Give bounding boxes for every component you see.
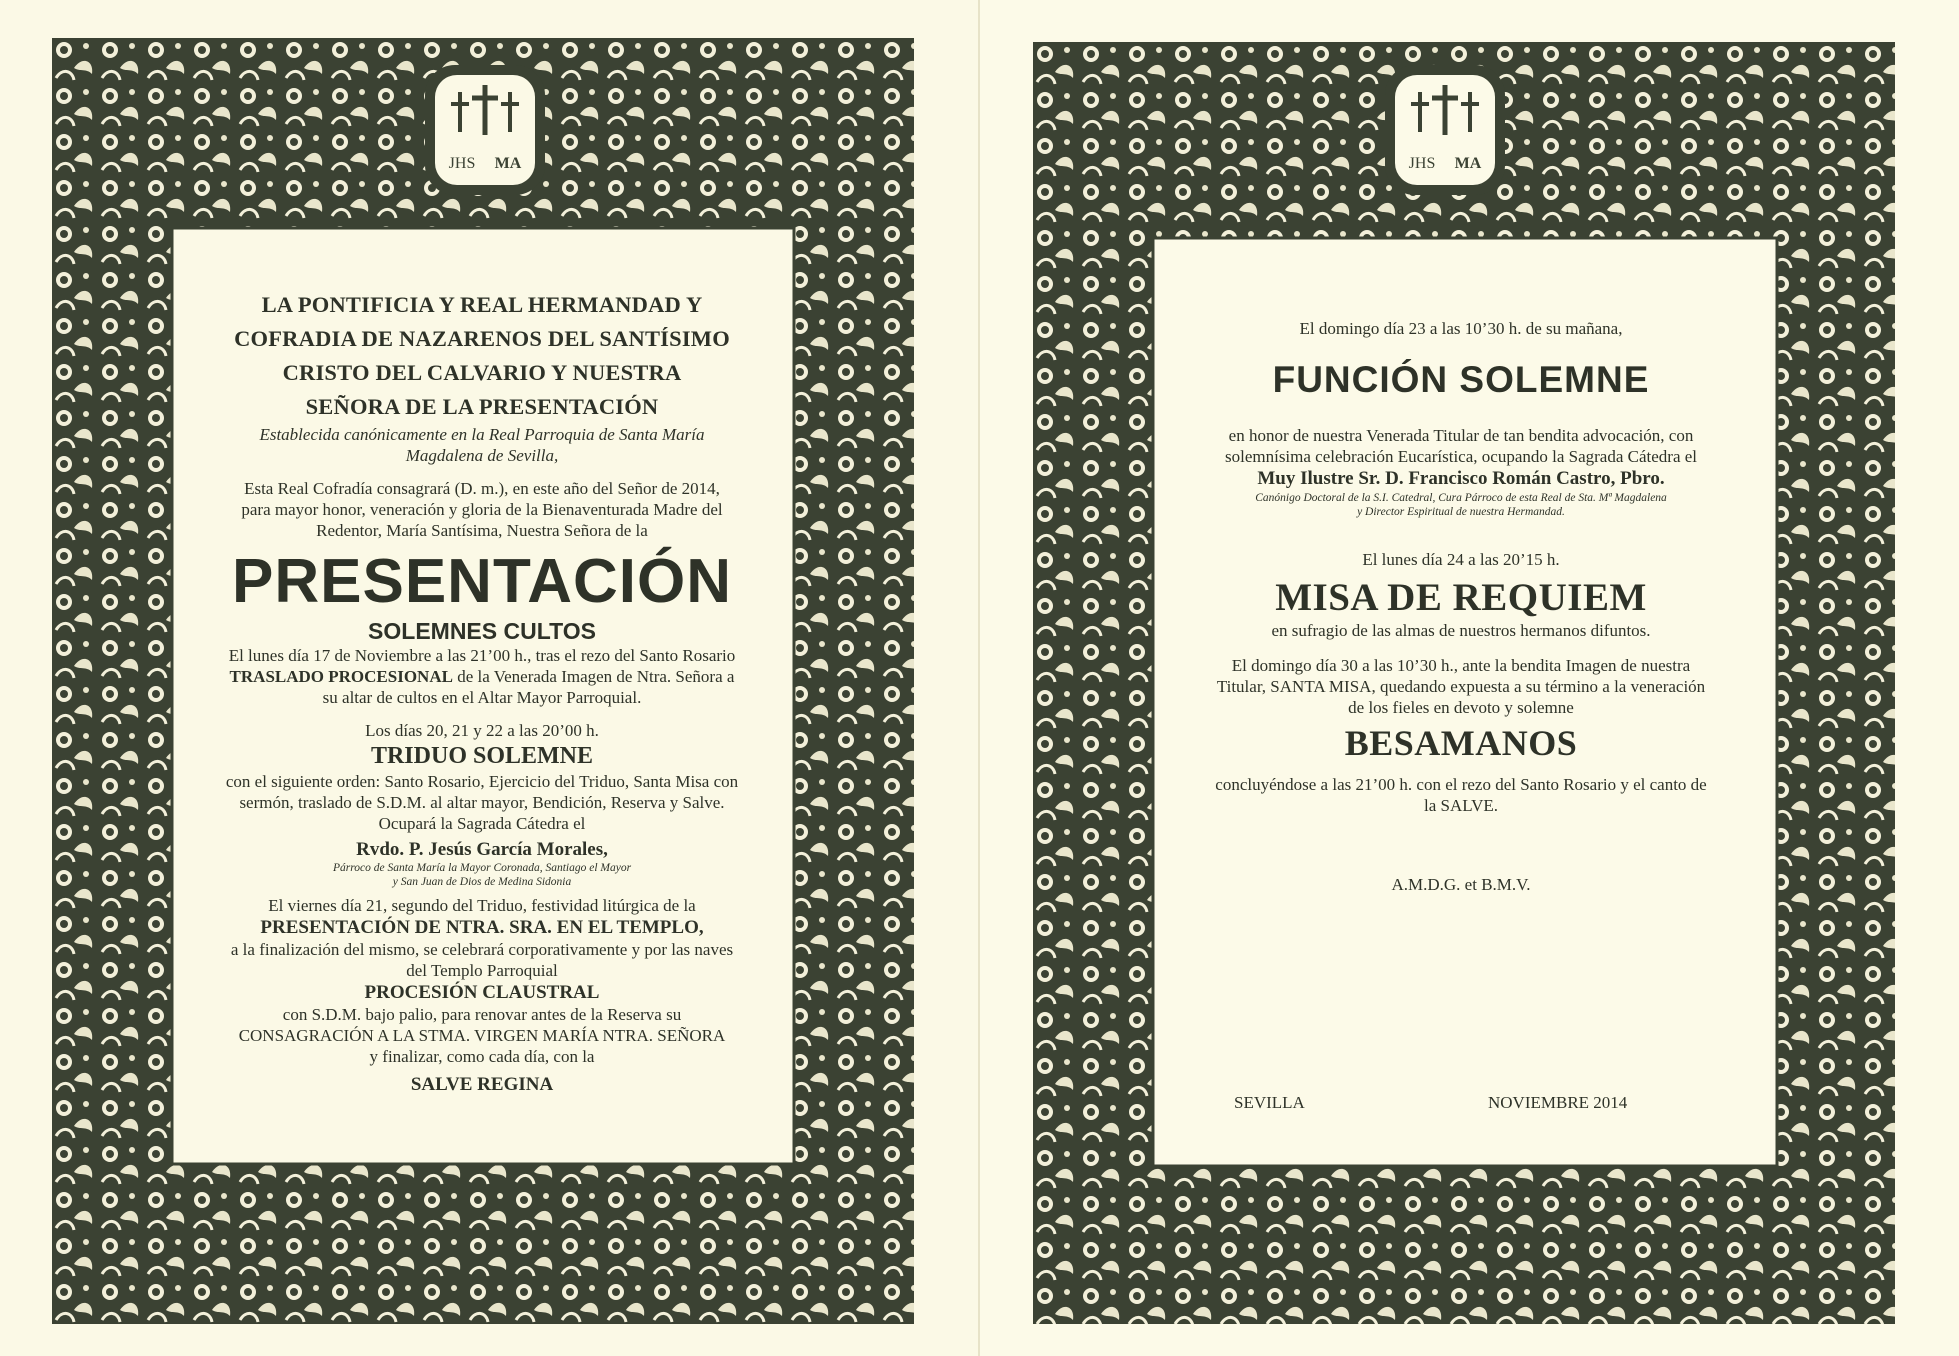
right-page — [980, 0, 1959, 1356]
intro-text: Esta Real Cofradía consagrará (D. m.), en este año del Señor de 2014, para mayor honor, veneración y gloria de la Bienaventurada Madre del Redentor, María Santísima, Nuestra Señora de la — [241, 479, 723, 540]
funcion-text: en honor de nuestra Venerada Titular de tan bendita advocación, con solemnísima celebración Eucarística, ocupando la Sagrada Cátedra el — [1224, 426, 1698, 466]
consagracion-text: con S.D.M. bajo palio, para renovar antes de la Reserva su CONSAGRACIÓN A LA STMA. VIRGEN MARÍA NTRA. SEÑORA y finalizar, como cada día, con la — [238, 1005, 726, 1066]
amdg-text: A.M.D.G. et B.M.V. — [1391, 875, 1531, 894]
main-title: PRESENTACIÓN — [231, 547, 732, 616]
svg-text:MA: MA — [494, 155, 522, 172]
procession-text: a la finalización del mismo, se celebrará corporativamente y por las naves del Templo Parroquial — [230, 940, 734, 980]
preacher-note: Párroco de Santa María la Mayor Coronada, Santiago el Mayor y San Juan de Dios de Medina Sidonia — [332, 862, 632, 888]
priest-name: Muy Ilustre Sr. D. Francisco Román Castro, Pbro. — [1257, 468, 1665, 489]
svg-text:JHS: JHS — [1408, 155, 1436, 172]
friday-text: El viernes día 21, segundo del Triduo, festividad litúrgica de la — [268, 896, 696, 915]
presentacion-templo: PRESENTACIÓN DE NTRA. SRA. EN EL TEMPLO, — [260, 917, 704, 938]
svg-text:JHS: JHS — [448, 155, 476, 172]
triduo-date: Los días 20, 21 y 22 a las 20’00 h. — [365, 721, 599, 740]
sunday23-text: El domingo día 23 a las 10’30 h. de su mañana, — [1299, 319, 1623, 338]
procesion-title: PROCESIÓN CLAUSTRAL — [364, 982, 600, 1003]
misa-text: en sufragio de las almas de nuestros hermanos difuntos. — [1271, 621, 1651, 640]
left-page-text — [172, 288, 792, 1168]
triduo-text: con el siguiente orden: Santo Rosario, Ejercicio del Triduo, Santa Misa con sermón, traslado de S.D.M. al altar mayor, Bendición, Reserva y Salve. Ocupará la Sagrada Cátedra el — [225, 772, 739, 833]
brotherhood-crest-right — [1380, 60, 1510, 200]
besamanos-title: BESAMANOS — [1344, 723, 1578, 763]
misa-title: MISA DE REQUIEM — [1275, 576, 1647, 619]
sunday30-text: El domingo día 30 a las 10’30 h., ante la bendita Imagen de nuestra Titular, SANTA MISA, quedando expuesta a su término a la veneración de los fieles en devoto y solemne — [1216, 656, 1706, 717]
right-page-text — [1148, 318, 1774, 1118]
priest-note: Canónigo Doctoral de la S.I. Catedral, Cura Párroco de esta Real de Sta. Mª Magdalena y Director Espiritual de nuestra Hermandad. — [1255, 492, 1667, 518]
date: NOVIEMBRE 2014 — [1488, 1093, 1628, 1112]
salve-title: SALVE REGINA — [410, 1074, 554, 1095]
established-text: Establecida canónicamente en la Real Parroquia de Santa María Magdalena de Sevilla, — [259, 425, 705, 465]
brotherhood-name: LA PONTIFICIA Y REAL HERMANDAD Y COFRADIA DE NAZARENOS DEL SANTÍSIMO CRISTO DEL CALVARIO Y NUESTRA SEÑORA DE LA PRESENTACIÓN — [234, 292, 730, 419]
city: SEVILLA — [1234, 1093, 1305, 1112]
subtitle: SOLEMNES CULTOS — [368, 618, 596, 644]
funcion-title: FUNCIÓN SOLEMNE — [1272, 359, 1650, 400]
closing-text: concluyéndose a las 21’00 h. con el rezo del Santo Rosario y el canto de la SALVE. — [1215, 775, 1707, 815]
svg-text:MA: MA — [1454, 155, 1482, 172]
traslado-text: El lunes día 17 de Noviembre a las 21’00 h., tras el rezo del Santo Rosario TRASLADO PROCESIONAL de la Venerada Imagen de Ntra. Señora a su altar de cultos en el Altar Mayor Parroquial. — [228, 646, 736, 707]
monday24-text: El lunes día 24 a las 20’15 h. — [1362, 550, 1560, 569]
preacher-name: Rvdo. P. Jesús García Morales, — [356, 839, 608, 860]
triduo-title: TRIDUO SOLEMNE — [370, 743, 594, 769]
brotherhood-crest — [420, 60, 550, 200]
